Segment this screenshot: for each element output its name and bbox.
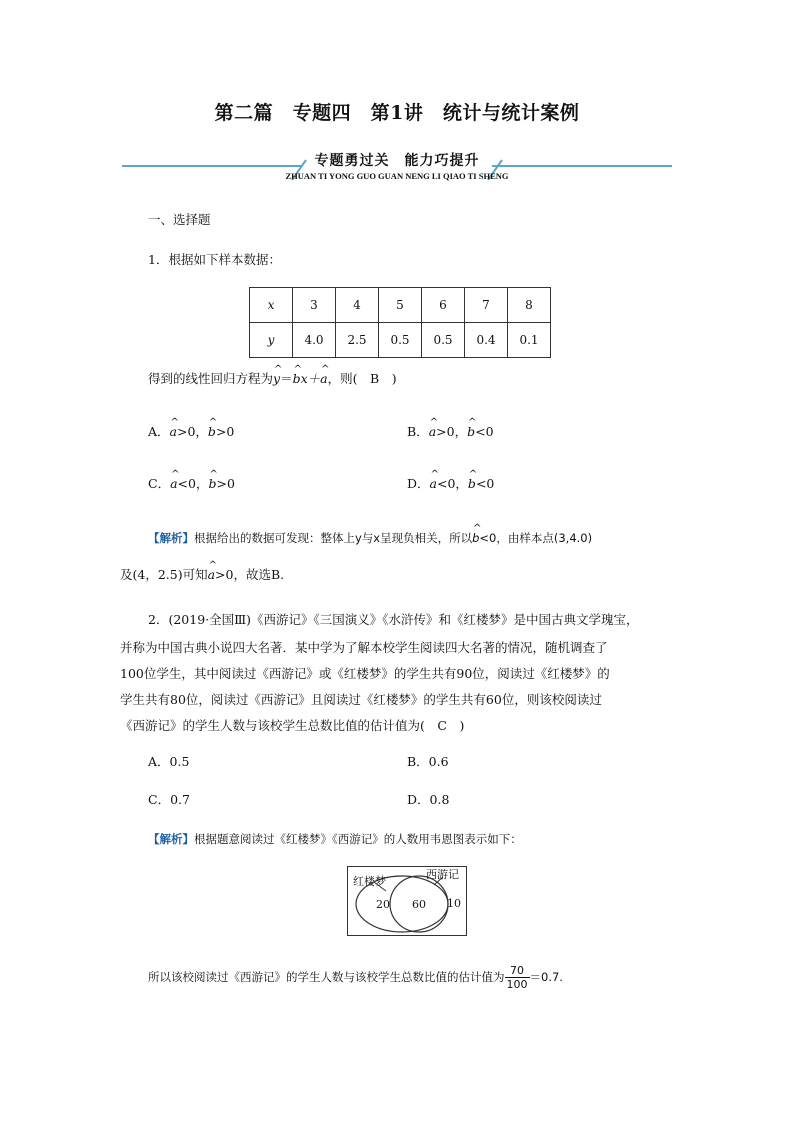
q1-option-d	[407, 476, 494, 492]
q2-stem-line2: 并称为中国古典小说四大名著．某中学为了解本校学生阅读四大名著的情况，随机调查了	[120, 640, 608, 655]
venn-value-left-only: 20	[376, 898, 390, 911]
q1-regression-line	[148, 371, 397, 387]
table-cell: 4	[336, 288, 379, 323]
table-cell: 0.4	[465, 323, 508, 358]
q2-option-c: C．0.7	[148, 792, 190, 807]
q2-stem-line5: 《西游记》的学生人数与该校学生总数比值的估计值为( C )	[120, 718, 465, 733]
table-cell: 7	[465, 288, 508, 323]
analysis-text: <0，由样本点(3,4.0)	[479, 531, 593, 545]
option-text: >0，	[436, 424, 468, 439]
q1-data-table	[249, 287, 551, 358]
b-hat: ^ b	[467, 424, 475, 440]
table-cell: 6	[422, 288, 465, 323]
a-hat: ^ a	[208, 567, 215, 583]
banner-subtitle: ZHUAN TI YONG GUO GUAN NENG LI QIAO TI SHENG	[285, 171, 509, 181]
q2-option-d: D．0.8	[407, 792, 450, 807]
option-text: <0	[475, 476, 495, 491]
q1-option-a	[148, 424, 234, 440]
a-hat: ^ a	[320, 371, 327, 387]
q1-stem: 1．根据如下样本数据：	[148, 252, 281, 267]
a-hat: ^ a	[170, 476, 177, 492]
option-label: A．	[148, 424, 170, 439]
b-hat: ^ b	[472, 530, 479, 546]
venn-diagram	[347, 866, 467, 936]
analysis-text: 根据给出的数据可发现：整体上y与x呈现负相关，所以	[194, 531, 473, 545]
venn-label-right: 西游记	[426, 868, 459, 881]
option-text: <0，	[436, 476, 468, 491]
q2-stem-line1: 2．(2019·全国Ⅲ)《西游记》《三国演义》《水浒传》和《红楼梦》是中国古典文学瑰宝，	[148, 612, 639, 627]
table-cell: 4.0	[293, 323, 336, 358]
q2-stem-line3: 100位学生，其中阅读过《西游记》或《红楼梦》的学生共有90位，阅读过《红楼梦》的	[120, 666, 610, 681]
table-cell: 3	[293, 288, 336, 323]
table-cell-header: x	[250, 288, 293, 323]
table-cell: 0.1	[508, 323, 551, 358]
table-cell: 0.5	[422, 323, 465, 358]
conclusion-text: ＝0.7.	[529, 970, 563, 984]
analysis-label: 【解析】	[148, 531, 194, 545]
q2-conclusion	[148, 962, 563, 992]
option-label: D．	[407, 476, 430, 491]
a-hat: ^ a	[170, 424, 177, 440]
venn-label-left: 红楼梦	[353, 875, 386, 888]
option-text: >0，	[176, 424, 208, 439]
b-hat: ^ b	[468, 476, 476, 492]
q1-option-c	[148, 476, 235, 492]
fraction-denominator: 100	[506, 978, 528, 991]
analysis-text: >0，故选B.	[215, 567, 285, 582]
option-text: >0	[215, 424, 235, 439]
analysis-text: 根据题意阅读过《红楼梦》《西游记》的人数用韦恩图表示如下：	[194, 832, 522, 846]
option-label: B．	[407, 424, 429, 439]
section-heading: 一、选择题	[148, 212, 211, 227]
y-hat: ^ y	[273, 371, 280, 387]
b-hat: ^ b	[208, 476, 216, 492]
analysis-text: 及(4，2.5)可知	[120, 567, 208, 582]
eq-equals: ＝	[280, 371, 293, 386]
q1-answer: ，则( B )	[327, 371, 397, 386]
venn-value-both: 60	[412, 898, 426, 911]
fraction	[505, 964, 530, 991]
analysis-label: 【解析】	[148, 832, 194, 846]
a-hat: ^ a	[429, 424, 436, 440]
table-cell-header: y	[250, 323, 293, 358]
table-row-y	[250, 323, 551, 358]
q2-stem-line4: 学生共有80位，阅读过《西游记》且阅读过《红楼梦》的学生共有60位，则该校阅读过	[120, 692, 602, 707]
page-title: 第二篇 专题四 第1讲 统计与统计案例	[214, 102, 580, 124]
banner-title: 专题勇过关 能力巧提升	[314, 153, 480, 169]
a-hat: ^ a	[430, 476, 437, 492]
q1-line-pre: 得到的线性回归方程为	[148, 371, 274, 386]
q2-option-b: B．0.6	[407, 754, 449, 769]
b-hat: ^ b	[208, 424, 216, 440]
eq-x-plus: x＋	[300, 371, 321, 386]
b-hat: ^ b	[293, 371, 301, 387]
table-cell: 0.5	[379, 323, 422, 358]
option-text: >0	[216, 476, 235, 491]
q2-analysis-line1	[148, 831, 522, 847]
conclusion-text: 所以该校阅读过《西游记》的学生人数与该校学生总数比值的估计值为	[148, 970, 505, 984]
q1-analysis-line1	[148, 530, 592, 546]
option-text: <0，	[177, 476, 209, 491]
q1-analysis-line2	[120, 567, 284, 583]
option-text: <0	[475, 424, 494, 439]
table-cell: 8	[508, 288, 551, 323]
fraction-numerator: 70	[505, 964, 530, 978]
table-cell: 5	[379, 288, 422, 323]
venn-value-right-only: 10	[447, 897, 461, 910]
table-cell: 2.5	[336, 323, 379, 358]
q2-option-a: A．0.5	[148, 754, 190, 769]
option-label: C．	[148, 476, 171, 491]
q1-option-b	[407, 424, 494, 440]
table-row-x	[250, 288, 551, 323]
